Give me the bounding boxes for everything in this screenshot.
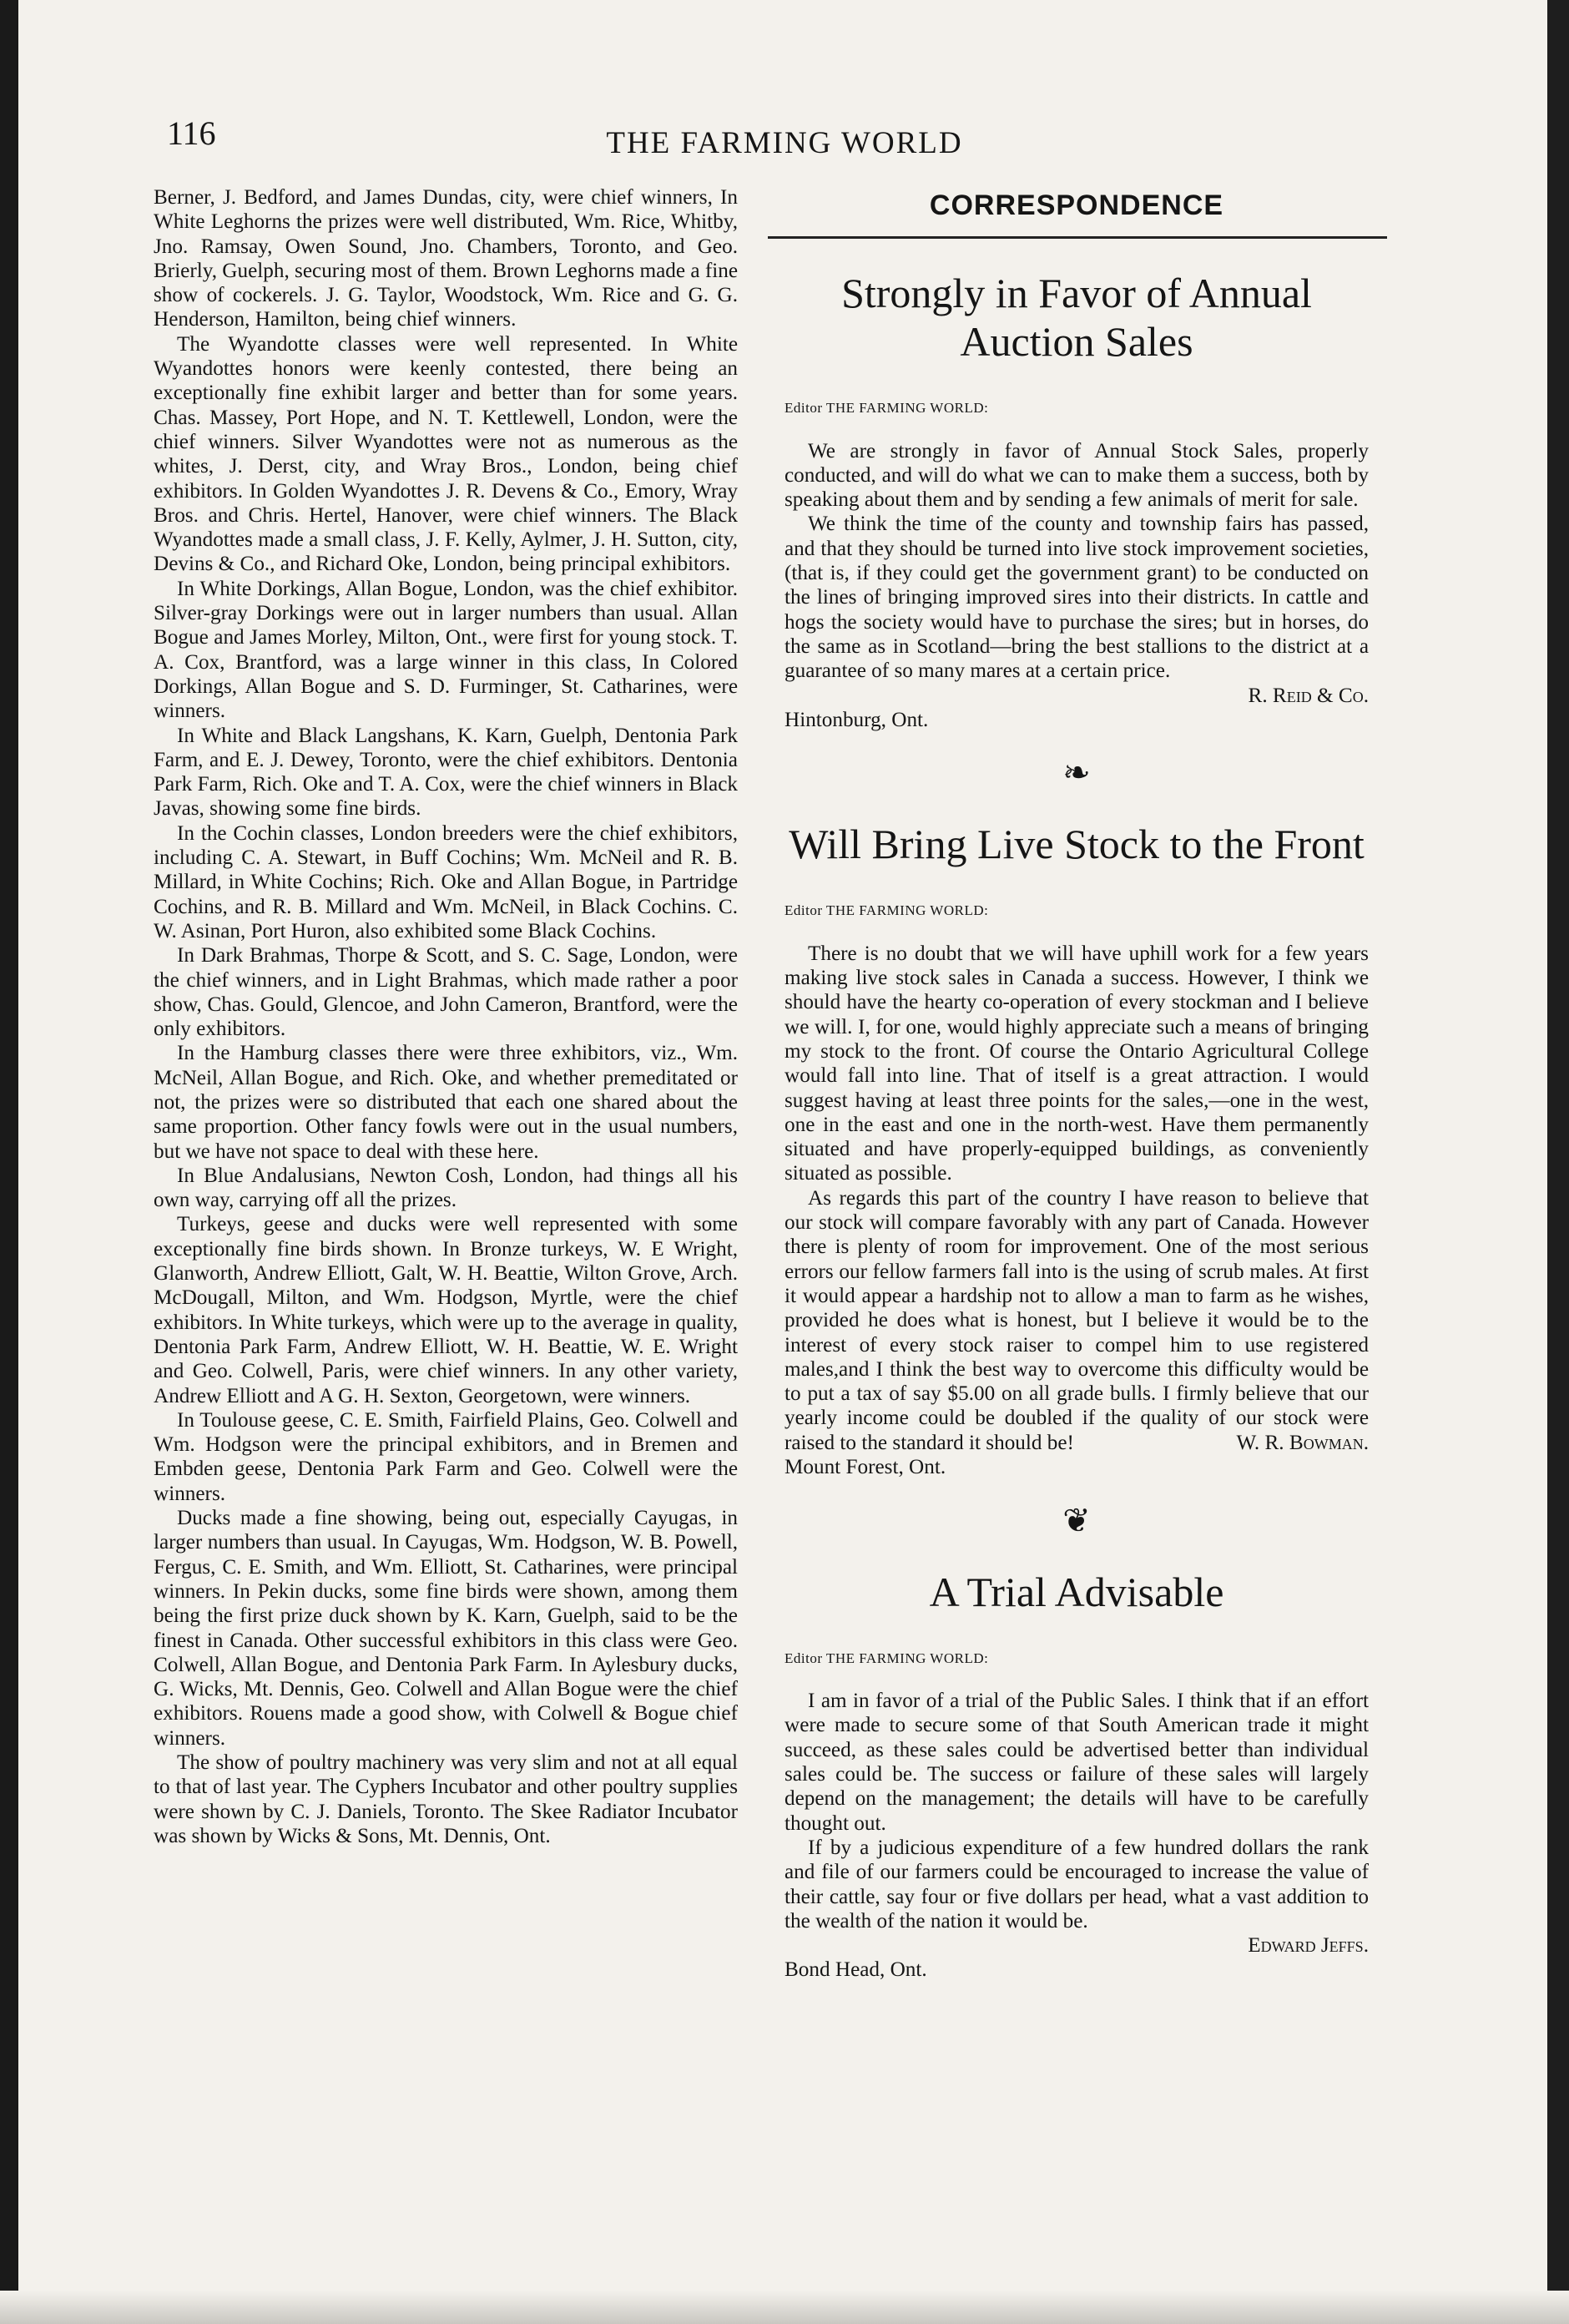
section-rule [768, 236, 1387, 239]
left-paragraph: Berner, J. Bedford, and James Dundas, city, were chief winners, In White Leghorns the prizes were well distributed, Wm. Rice, Whitby, Jno. Ramsay, Owen Sound, Jno. Chambers, Toronto, and Geo. Brierly, Guelph, securing most of them. Brown Leghorns made a fine show of cockerels. J. G. Taylor, Woodstock, Wm. Rice and G. G. Henderson, Hamilton, being chief winners. [154, 186, 738, 331]
editor-line: Editor THE FARMING WORLD: [784, 400, 989, 417]
scan-bottom-shadow [0, 2291, 1569, 2324]
letter-signature [784, 684, 1369, 708]
ornament-hand-icon: ❧ [1062, 754, 1091, 792]
letter [784, 1568, 1369, 1983]
left-paragraph: Turkeys, geese and ducks were well represented with some exceptionally fine birds shown. In Bronze turkeys, W. E Wright, Glanworth, Andrew Elliott, Galt, W. H. Beattie, Wilton Grove, Arch. McDougall, Milton, and Wm. Hodgson, Myrtle, were the chief exhibitors. In White turkeys, which were up to the average in quality, Dentonia Park Farm, Andrew Elliott, W. H. Beattie, W. E. Wright and Geo. Colwell, Paris, were chief winners. In any other variety, Andrew Elliott and A G. H. Sexton, Georgetown, were winners. [154, 1213, 738, 1407]
signature-text: Edward Jeffs. [1248, 1934, 1369, 1958]
running-head: THE FARMING WORLD [606, 126, 963, 160]
letter-headline: A Trial Advisable [929, 1568, 1224, 1615]
left-paragraph: Ducks made a fine showing, being out, especially Cayugas, in larger numbers than usual. In Cayugas, Wm. Hodgson, W. B. Powell, Fergus, C. E. Smith, and Wm. Elliott, St. Catharines, were principal winners. In Pekin ducks, some fine birds were shown, among them being the first prize duck shown by K. Karn, Guelph, said to be the finest in Canada. Other successful exhibitors in this class were Geo. Colwell, Allan Bogue, and Dentonia Park Farm. In Aylesbury ducks, G. Wicks, Mt. Dennis, Geo. Colwell and Allan Bogue were the chief exhibitors. Rouens made a good show, with Colwell & Bogue chief winners. [154, 1507, 738, 1750]
letter-place: Hintonburg, Ont. [784, 708, 929, 731]
ornament-leaf-icon: ❦ [1062, 1501, 1091, 1539]
left-paragraph: In Blue Andalusians, Newton Cosh, London, had things all his own way, carrying off all the prizes. [154, 1164, 738, 1212]
letter-paragraph: As regards this part of the country I have reason to believe that our stock will compare favorably with any part of Canada. However there is plenty of room for improvement. One of the most serious errors our fellow farmers fall into is the using of scrub males. At first it would appear a hardship not to allow a man to farm as he wishes, provided he does what is honest, but I believe it would be to the interest of every stock raiser to compel him to use registered males,and I think the best way to overcome this difficulty would be to put a tax of say $5.00 on all grade bulls. I firmly believe that our yearly income could be doubled if the quality of our stock were raised to the standard it should be! [784, 1186, 1369, 1454]
signature-text: W. R. Bowman. [1236, 1431, 1369, 1454]
left-paragraph: In the Hamburg classes there were three exhibitors, viz., Wm. McNeil, Allan Bogue, and Rich. Oke, and whether premeditated or not, the prizes were so distributed that each one shared about the same proportion. Other fancy fowls were out in the usual numbers, but we have not space to deal with these here. [154, 1042, 738, 1163]
letter-paragraph: We think the time of the county and township fairs has passed, and that they should be turned into live stock improvement societies, (that is, if they could get the government grant) to be conducted on the lines of bringing improved sires into their districts. In cattle and hogs the society would have to purchase the sires; but in horses, do the same as in Scotland—bring the best stallions to the district at a guarantee of so many mares at a certain price. [784, 513, 1369, 683]
left-paragraph: In White Dorkings, Allan Bogue, London, was the chief exhibitor. Silver-gray Dorkings were out in larger numbers than usual. Allan Bogue and James Morley, Milton, Ont., were first for young stock. T. A. Cox, Brantford, was a large winner in this class, In Colored Dorkings, Allan Bogue and S. D. Furminger, St. Catharines, were winners. [154, 577, 738, 723]
letter [784, 269, 1369, 732]
left-paragraph: In Dark Brahmas, Thorpe & Scott, and S. C. Sage, London, were the chief winners, and in Light Brahmas, which made rather a poor show, Chas. Gould, Glencoe, and John Cameron, Brantford, were the only exhibitors. [154, 944, 738, 1041]
letter-paragraph: I am in favor of a trial of the Public Sales. I think that if an effort were made to secure some of that South American trade it might succeed, as these sales could be advertised better than individual sales could be. The success or failure of these sales will largely depend on the management; the details will have to be carefully thought out. [784, 1690, 1369, 1835]
letter-place: Bond Head, Ont. [784, 1958, 927, 1982]
left-paragraph: The Wyandotte classes were well represented. In White Wyandottes honors were keenly contested, there being an exceptionally fine exhibit larger and better than for some years. Chas. Massey, Port Hope, and N. T. Kettlewell, London, were the chief winners. Silver Wyandottes were not as numerous as the whites, J. Derst, city, and Wray Bros., London, being chief exhibitors. In Golden Wyandottes J. R. Devens & Co., Emory, Wray Bros. and Chris. Hertel, Hanover, were chief winners. The Black Wyandottes made a small class, J. F. Kelly, Aylmer, J. H. Sutton, city, Devins & Co., and Richard Oke, London, being principal exhibitors. [154, 332, 738, 576]
letter-signature [784, 1933, 1369, 1958]
letter-headline: Strongly in Favor of Annual Auction Sales [841, 270, 1312, 366]
left-column [154, 185, 738, 1848]
left-paragraph: The show of poultry machinery was very slim and not at all equal to that of last year. The Cyphers Incubator and other poultry supplies were shown by C. J. Daniels, Toronto. The Skee Radiator Incubator was shown by Wicks & Sons, Mt. Dennis, Ont. [154, 1751, 738, 1847]
letter-paragraph: If by a judicious expenditure of a few hundred dollars the rank and file of our farmers could be encouraged to increase the value of their cattle, say four or five dollars per head, what a vast addition to the wealth of the nation it would be. [784, 1836, 1369, 1932]
scan-left-edge [0, 0, 18, 2324]
left-paragraph: In White and Black Langshans, K. Karn, Guelph, Dentonia Park Farm, and E. J. Dewey, Toronto, were the chief exhibitors. Dentonia Park Farm, Rich. Oke and T. A. Cox, were the chief winners in Black Javas, showing some fine birds. [154, 724, 738, 821]
signature-text: R. Reid & Co. [1248, 684, 1369, 707]
editor-line: Editor THE FARMING WORLD: [784, 902, 989, 919]
page-number: 116 [167, 114, 216, 152]
left-paragraph: In Toulouse geese, C. E. Smith, Fairfield Plains, Geo. Colwell and Wm. Hodgson were the principal exhibitors, and in Bremen and Embden geese, Dentonia Park Farm and Geo. Colwell were the winners. [154, 1408, 738, 1505]
section-title: CORRESPONDENCE [929, 189, 1224, 221]
scan-right-edge [1547, 0, 1569, 2324]
right-column [784, 190, 1369, 1983]
letter-paragraph: There is no doubt that we will have uphill work for a few years making live stock sales in Canada a success. However, I think we should have the hearty co-operation of every stockman and I believe we will. I, for one, would highly appreciate such a means of bringing my stock to the front. Of course the Ontario Agricultural College would fall into line. That of itself is a great attraction. I would suggest having at least three points for the sales,—one in the west, one in the east and one in the north-west. Have them permanently situated and have properly-equipped buildings, as conveniently situated as possible. [784, 942, 1369, 1185]
letter-headline: Will Bring Live Stock to the Front [789, 821, 1365, 868]
left-paragraph: In the Cochin classes, London breeders were the chief exhibitors, including C. A. Stewart, in Buff Cochins; Wm. McNeil and R. B. Millard, in White Cochins; Rich. Oke and Allan Bogue, in Partridge Cochins, and R. B. Millard and Wm. McNeil, in Black Cochins. C. W. Asinan, Port Huron, also exhibited some Black Cochins. [154, 821, 738, 942]
letter [784, 820, 1369, 1479]
editor-line: Editor THE FARMING WORLD: [784, 1650, 989, 1666]
letter-paragraph: We are strongly in favor of Annual Stock Sales, properly conducted, and will do what we can to make them a success, both by speaking about them and by sending a few animals of merit for sale. [784, 439, 1369, 512]
letter-place: Mount Forest, Ont. [784, 1456, 946, 1479]
